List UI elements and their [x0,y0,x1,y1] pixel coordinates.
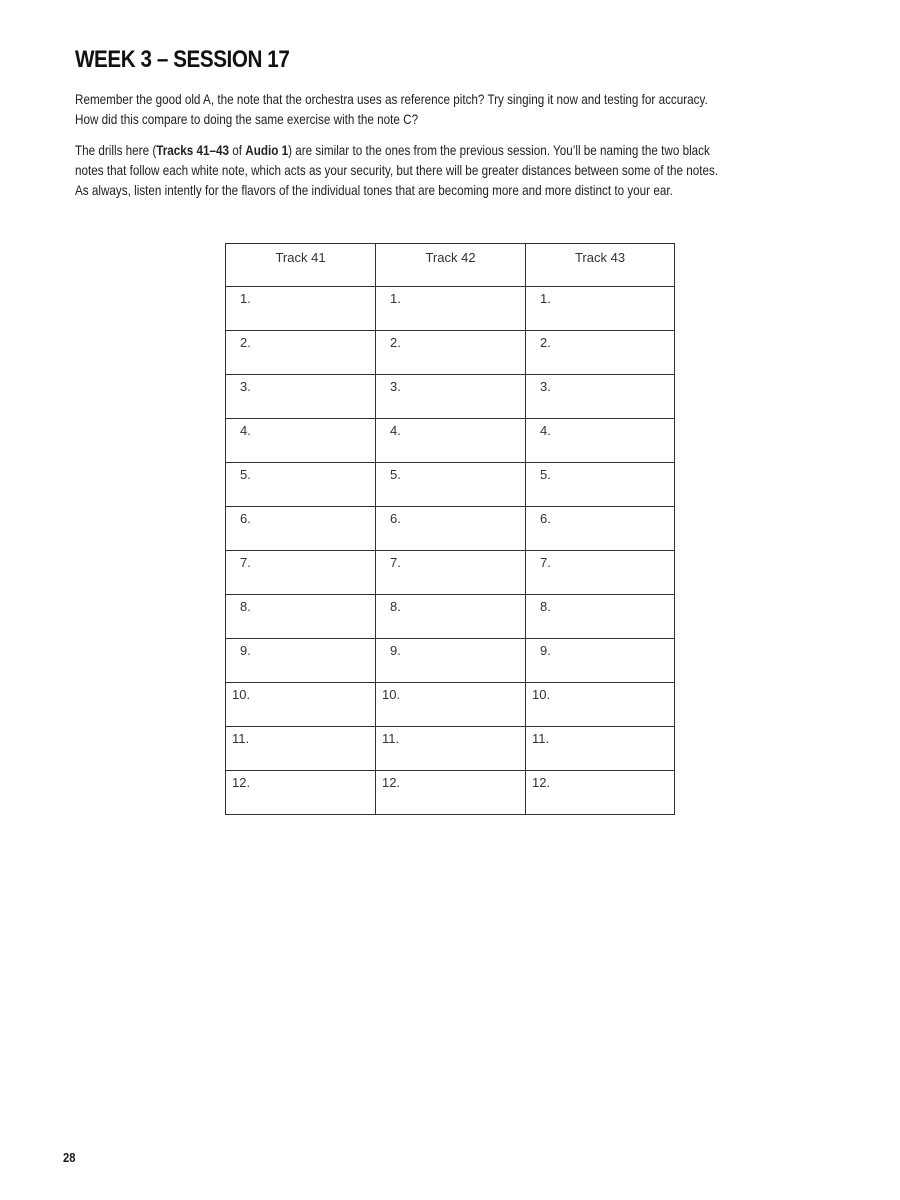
answer-cell[interactable] [376,287,526,331]
answer-cell[interactable] [376,375,526,419]
answer-number: 7. [540,555,551,570]
answer-number: 11. [532,731,550,746]
tracks-reference: Tracks 41–43 [156,143,230,158]
answer-number: 10. [382,687,401,702]
answer-number: 6. [390,511,401,526]
answer-number: 5. [240,467,251,482]
answer-cell[interactable] [226,463,376,507]
answer-cell[interactable] [376,771,526,815]
answer-cell[interactable] [526,507,675,551]
answer-number: 8. [390,599,401,614]
column-header-track-41: Track 41 [226,244,376,287]
answer-cell[interactable] [526,771,675,815]
answer-cell[interactable] [376,551,526,595]
drills-paragraph [75,141,832,201]
table-row [226,683,675,727]
answer-cell[interactable] [526,683,675,727]
answer-cell[interactable] [526,463,675,507]
answer-cell[interactable] [226,639,376,683]
page-number: 28 [63,1150,76,1165]
answer-table [225,243,675,815]
answer-cell[interactable] [226,375,376,419]
answer-cell[interactable] [226,683,376,727]
answer-number: 1. [240,291,251,306]
table-row [226,419,675,463]
answer-cell[interactable] [226,507,376,551]
table-header-row [226,244,675,287]
answer-number: 5. [390,467,401,482]
drills-line-1 [75,141,832,161]
column-header-track-42: Track 42 [376,244,526,287]
answer-cell[interactable] [226,727,376,771]
answer-cell[interactable] [226,287,376,331]
answer-cell[interactable] [226,419,376,463]
table-row [226,507,675,551]
answer-number: 3. [240,379,251,394]
answer-number: 12. [532,775,551,790]
answer-cell[interactable] [226,595,376,639]
answer-cell[interactable] [526,595,675,639]
answer-cell[interactable] [376,727,526,771]
answer-cell[interactable] [376,419,526,463]
answer-number: 10. [232,687,251,702]
answer-number: 7. [390,555,401,570]
drills-line-2: notes that follow each white note, which acts as your security, but there will be greater distances between some of the notes. [75,163,719,178]
answer-number: 1. [390,291,401,306]
answer-number: 7. [240,555,251,570]
answer-number: 8. [240,599,251,614]
answer-cell[interactable] [526,551,675,595]
answer-number: 6. [240,511,251,526]
table-row [226,463,675,507]
answer-cell[interactable] [526,727,675,771]
answer-number: 5. [540,467,551,482]
answer-number: 4. [240,423,251,438]
answer-number: 10. [532,687,551,702]
answer-number: 2. [540,335,551,350]
answer-number: 6. [540,511,551,526]
answer-cell[interactable] [226,331,376,375]
table-row [226,551,675,595]
answer-number: 1. [540,291,551,306]
answer-cell[interactable] [376,463,526,507]
answer-number: 12. [382,775,401,790]
table-row [226,595,675,639]
answer-number: 9. [540,643,551,658]
table-row [226,771,675,815]
answer-number: 11. [232,731,250,746]
drills-line-1-post: ) are similar to the ones from the previous session. You’ll be naming the two black [288,143,710,158]
table-row [226,331,675,375]
table-row [226,287,675,331]
intro-line-1: Remember the good old A, the note that the orchestra uses as reference pitch? Try singing it now and testing for accuracy. [75,92,708,107]
answer-cell[interactable] [376,331,526,375]
answer-cell[interactable] [526,331,675,375]
answer-number: 4. [540,423,551,438]
answer-cell[interactable] [376,683,526,727]
drills-line-3: As always, listen intently for the flavors of the individual tones that are becoming more and more distinct to your ear. [75,183,673,198]
column-header-track-43: Track 43 [526,244,675,287]
page-heading: WEEK 3 – SESSION 17 [75,46,290,73]
answer-number: 3. [390,379,401,394]
answer-cell[interactable] [376,507,526,551]
table-row [226,639,675,683]
answer-number: 9. [240,643,251,658]
answer-table-body [226,287,675,815]
answer-cell[interactable] [226,551,376,595]
answer-number: 2. [390,335,401,350]
answer-number: 9. [390,643,401,658]
audio-reference: Audio 1 [245,143,289,158]
answer-cell[interactable] [526,287,675,331]
answer-cell[interactable] [526,375,675,419]
answer-number: 3. [540,379,551,394]
answer-number: 2. [240,335,251,350]
intro-line-2: How did this compare to doing the same exercise with the note C? [75,112,419,127]
answer-cell[interactable] [526,639,675,683]
drills-line-1-mid: of [229,143,246,158]
answer-cell[interactable] [376,595,526,639]
answer-number: 12. [232,775,251,790]
drills-line-1-pre: The drills here ( [75,143,157,158]
intro-paragraph [75,90,832,130]
answer-number: 4. [390,423,401,438]
answer-cell[interactable] [526,419,675,463]
answer-number: 11. [382,731,400,746]
table-row [226,375,675,419]
answer-number: 8. [540,599,551,614]
table-row [226,727,675,771]
answer-cell[interactable] [226,771,376,815]
answer-cell[interactable] [376,639,526,683]
